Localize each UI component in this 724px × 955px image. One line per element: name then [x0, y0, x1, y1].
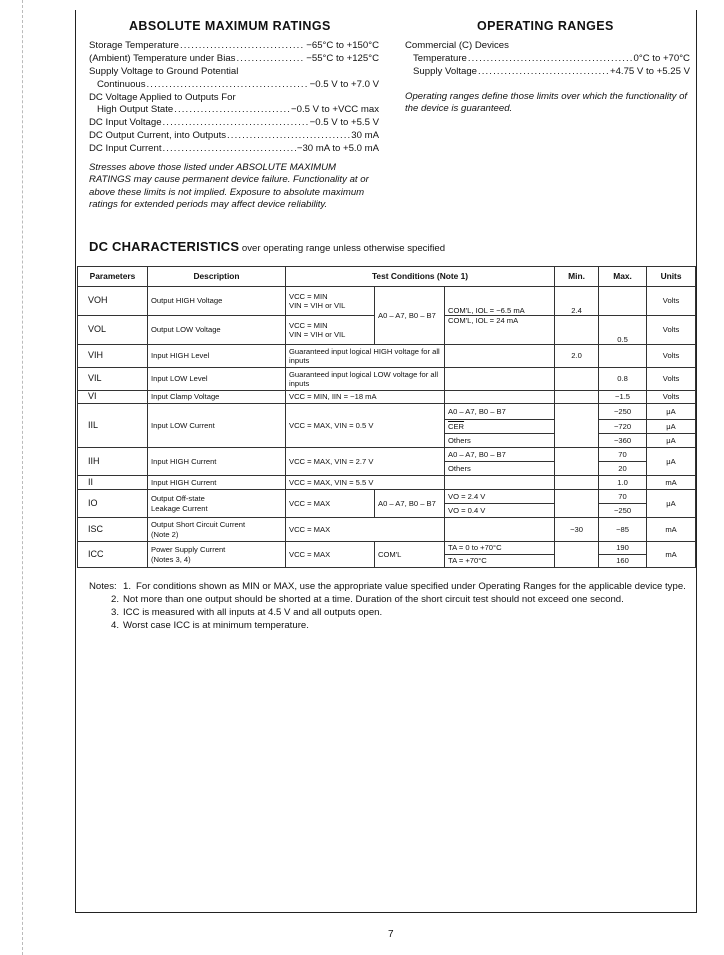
- vo-io-0: VO = 2.4 V: [445, 490, 555, 504]
- note-1-text: For conditions shown as MIN or MAX, use the appropriate value specified under Operating Ranges for the applicable device type.: [136, 581, 686, 592]
- note-3-number: 3.: [110, 606, 119, 618]
- units-io: μA: [647, 490, 696, 518]
- cond-voh-line2: VIN = VIH or VIL: [289, 301, 346, 310]
- operating_ranges-value: +4.75 V to +5.25 V: [609, 65, 690, 77]
- max-iil-2: −360: [599, 434, 647, 448]
- absolute_max-value: −65°C to +150°C: [306, 39, 379, 51]
- desc-vi: Input Clamp Voltage: [148, 391, 286, 404]
- pins-iil-1: $\overline{CER}$: [445, 420, 555, 434]
- dot-leader: [236, 53, 305, 66]
- absolute_max-row: [89, 40, 379, 53]
- note-3-text: ICC is measured with all inputs at 4.5 V and all outputs open.: [123, 606, 383, 618]
- margin-dashed-line: [22, 0, 23, 955]
- dot-leader: [227, 130, 350, 143]
- absolute_max-value: −0.5 V to +7.0 V: [309, 78, 379, 90]
- operating_ranges-row: [405, 53, 690, 66]
- cond-io: VCC = MAX: [286, 490, 375, 518]
- units-vi: Volts: [647, 391, 696, 404]
- min-icc: [555, 542, 599, 568]
- dc-characteristics-heading: [89, 239, 445, 254]
- desc-io-line2: Leakage Current: [151, 503, 208, 513]
- desc-vih: Input HIGH Level: [148, 345, 286, 368]
- operating_ranges-value: 0°C to +70°C: [633, 52, 690, 64]
- pins-voh: A0 – A7, B0 – B7: [375, 287, 445, 345]
- pins-iih-1: Others: [445, 462, 555, 476]
- cond-vih-blank: [445, 345, 555, 368]
- cond-ii-blank: [445, 476, 555, 490]
- param-io: IO: [78, 490, 148, 518]
- absolute_max-row: [89, 104, 379, 117]
- cond-iil: VCC = MAX, VIN = 0.5 V: [286, 404, 445, 448]
- absolute_max-row: [89, 79, 379, 92]
- comm-voh: COM'L, IOL = −6.5 mA: [445, 287, 555, 316]
- ta-icc-1: TA = +70°C: [445, 555, 555, 568]
- note-2: [89, 594, 689, 607]
- min-vih: 2.0: [555, 345, 599, 368]
- page-number: 7: [388, 929, 394, 940]
- param-vi: VI: [78, 391, 148, 404]
- absolute_max-value: −0.5 V to +5.5 V: [309, 117, 379, 129]
- desc-voh: Output HIGH Voltage: [148, 287, 286, 316]
- note-2-text: Not more than one output should be shorted at a time. Duration of the short circuit test should not exceed one second.: [123, 593, 624, 605]
- dot-leader: [163, 143, 296, 156]
- header-units: Units: [647, 267, 696, 287]
- cond-voh-line1: VCC = MIN: [289, 291, 328, 301]
- absolute_max-label: DC Input Voltage: [89, 117, 162, 129]
- absolute_max-label: Continuous: [97, 78, 146, 90]
- comm-vol: COM'L, IOL = 24 mA: [445, 316, 555, 345]
- desc-io-line1: Output Off-state: [151, 494, 205, 504]
- desc-iil: Input LOW Current: [148, 404, 286, 448]
- units-vil: Volts: [647, 368, 696, 391]
- min-ii: [555, 476, 599, 490]
- cond-voh: [286, 287, 375, 316]
- pins-iih-0: A0 – A7, B0 – B7: [445, 448, 555, 462]
- units-vih: Volts: [647, 345, 696, 368]
- cond-vih: Guaranteed input logical HIGH voltage for all inputs: [286, 345, 445, 368]
- desc-isc-line2: (Note 2): [151, 529, 179, 539]
- absolute-max-note: Stresses above those listed under ABSOLUTE MAXIMUM RATINGS may cause permanent device failure. Functionality at or above these limits is not implied. Exposure to absolute maximum ratings for extended periods may affect device reliability.: [89, 162, 369, 210]
- table-row-iih: [78, 448, 696, 462]
- dot-leader: [147, 79, 309, 92]
- table-row-voh: [78, 287, 696, 316]
- header-test-conditions: Test Conditions (Note 1): [286, 267, 555, 287]
- param-iil: IIL: [78, 404, 148, 448]
- operating-ranges: [405, 20, 690, 115]
- max-icc-0: 190: [599, 542, 647, 555]
- max-iih-1: 20: [599, 462, 647, 476]
- absolute_max-row: [89, 53, 379, 66]
- pins-iil-2: Others: [445, 434, 555, 448]
- min-iil: [555, 404, 599, 448]
- desc-icc-line1: Power Supply Current: [151, 545, 226, 555]
- max-vi: −1.5: [599, 391, 647, 404]
- absolute_max-value: −0.5 V to +VCC max: [291, 104, 379, 116]
- header-parameters: Parameters: [78, 267, 148, 287]
- absolute_max-row: [89, 66, 379, 79]
- param-icc: ICC: [78, 542, 148, 568]
- absolute_max-value: 30 mA: [351, 130, 379, 142]
- max-vol: 0.5: [599, 316, 647, 345]
- desc-iih: Input HIGH Current: [148, 448, 286, 476]
- header-max: Max.: [599, 267, 647, 287]
- dc-characteristics-subtitle: over operating range unless otherwise specified: [241, 243, 446, 254]
- absolute_max-value: −30 mA to +5.0 mA: [296, 143, 379, 155]
- table-row-vi: [78, 391, 696, 404]
- max-icc-1: 160: [599, 555, 647, 568]
- desc-icc-line2: (Notes 3, 4): [151, 554, 191, 564]
- absolute_max-label: Storage Temperature: [89, 39, 179, 51]
- max-voh: [599, 287, 647, 316]
- cond-vol-line2: VIN = VIH or VIL: [289, 330, 346, 339]
- dot-leader: [478, 66, 609, 79]
- header-min: Min.: [555, 267, 599, 287]
- absolute_max-label: DC Output Current, into Outputs: [89, 130, 227, 142]
- units-vol: Volts: [647, 316, 696, 345]
- max-iil-0: −250: [599, 404, 647, 420]
- notes-label: Notes:: [89, 581, 117, 592]
- desc-vil: Input LOW Level: [148, 368, 286, 391]
- cond-iih: VCC = MAX, VIN = 2.7 V: [286, 448, 445, 476]
- operating-ranges-rows: [405, 53, 690, 79]
- cond-isc: VCC = MAX: [286, 518, 445, 542]
- cond-vi-blank: [445, 391, 555, 404]
- note-2-number: 2.: [110, 593, 119, 605]
- absolute_max-row: [89, 130, 379, 143]
- table-row-iil: [78, 404, 696, 420]
- note-4-number: 4.: [110, 619, 119, 631]
- units-iih: μA: [647, 448, 696, 476]
- ta-icc-0: TA = 0 to +70°C: [445, 542, 555, 555]
- cond-vi: VCC = MIN, IIN = −18 mA: [286, 391, 445, 404]
- min-vil: [555, 368, 599, 391]
- param-vil: VIL: [78, 368, 148, 391]
- dot-leader: [468, 53, 633, 66]
- param-voh: VOH: [78, 287, 148, 316]
- note-4-text: Worst case ICC is at minimum temperature.: [123, 619, 309, 631]
- table-row-io: [78, 490, 696, 504]
- vo-io-1: VO = 0.4 V: [445, 504, 555, 518]
- comm-icc: COM'L: [375, 542, 445, 568]
- max-ii: 1.0: [599, 476, 647, 490]
- param-vol: VOL: [78, 316, 148, 345]
- cond-vol-line1: VCC = MIN: [289, 320, 328, 330]
- dc-characteristics-title: DC CHARACTERISTICS: [89, 239, 240, 254]
- desc-icc: [148, 542, 286, 568]
- min-isc: −30: [555, 518, 599, 542]
- cond-vil: Guaranteed input logical LOW voltage for all inputs: [286, 368, 445, 391]
- max-io-1: −250: [599, 504, 647, 518]
- table-row-vil: [78, 368, 696, 391]
- table-row-vih: [78, 345, 696, 368]
- absolute_max-label: High Output State: [97, 104, 174, 116]
- units-ii: mA: [647, 476, 696, 490]
- notes: [89, 581, 689, 633]
- absolute_max-value: −55°C to +125°C: [306, 52, 379, 64]
- absolute_max-row: [89, 117, 379, 130]
- desc-isc: [148, 518, 286, 542]
- min-vol: [555, 316, 599, 345]
- dc-characteristics-table: [77, 266, 696, 568]
- max-iih-0: 70: [599, 448, 647, 462]
- operating_ranges-label: Supply Voltage: [413, 65, 478, 77]
- param-iih: IIH: [78, 448, 148, 476]
- cond-isc-blank: [445, 518, 555, 542]
- pins-iil-0: A0 – A7, B0 – B7: [445, 404, 555, 420]
- units-icc: mA: [647, 542, 696, 568]
- units-isc: mA: [647, 518, 696, 542]
- desc-ii: Input HIGH Current: [148, 476, 286, 490]
- cond-icc: VCC = MAX: [286, 542, 375, 568]
- operating-ranges-heading: Commercial (C) Devices: [405, 39, 509, 51]
- param-ii: II: [78, 476, 148, 490]
- dot-leader: [180, 40, 305, 53]
- absolute-max-title: ABSOLUTE MAXIMUM RATINGS: [129, 19, 331, 33]
- units-iil-0: μA: [647, 404, 696, 420]
- absolute_max-label: Supply Voltage to Ground Potential: [89, 65, 239, 77]
- min-voh: 2.4: [555, 287, 599, 316]
- table-row-ii: [78, 476, 696, 490]
- param-vih: VIH: [78, 345, 148, 368]
- cond-vil-blank: [445, 368, 555, 391]
- max-vil: 0.8: [599, 368, 647, 391]
- operating-ranges-title: OPERATING RANGES: [477, 19, 614, 33]
- dot-leader: [174, 104, 290, 117]
- min-vi: [555, 391, 599, 404]
- note-1-number: 1.: [123, 581, 132, 592]
- operating_ranges-label: Temperature: [413, 52, 467, 64]
- absolute_max-row: [89, 143, 379, 156]
- note-3: [89, 607, 689, 620]
- min-iih: [555, 448, 599, 476]
- max-vih: [599, 345, 647, 368]
- pins-io: A0 – A7, B0 – B7: [375, 490, 445, 518]
- min-io: [555, 490, 599, 518]
- absolute_max-label: DC Input Current: [89, 143, 162, 155]
- cond-ii: VCC = MAX, VIN = 5.5 V: [286, 476, 445, 490]
- cond-vol: [286, 316, 375, 345]
- absolute_max-row: [89, 92, 379, 105]
- table-header-row: [78, 267, 696, 287]
- absolute-max-ratings: [89, 20, 379, 211]
- units-iil-2: μA: [647, 434, 696, 448]
- note-1: [89, 581, 689, 594]
- table-row-icc: [78, 542, 696, 555]
- operating-ranges-note: Operating ranges define those limits over which the functionality of the device is guaranteed.: [405, 90, 688, 114]
- absolute_max-label: (Ambient) Temperature under Bias: [89, 52, 236, 64]
- note-4: [89, 620, 689, 633]
- max-io-0: 70: [599, 490, 647, 504]
- desc-isc-line1: Output Short Circuit Current: [151, 520, 246, 530]
- max-iil-1: −720: [599, 420, 647, 434]
- max-isc: −85: [599, 518, 647, 542]
- absolute-max-rows: [89, 40, 379, 156]
- units-iil-1: μA: [647, 420, 696, 434]
- param-isc: ISC: [78, 518, 148, 542]
- units-voh: Volts: [647, 287, 696, 316]
- table-row-isc: [78, 518, 696, 542]
- operating_ranges-row: [405, 66, 690, 79]
- dot-leader: [163, 117, 309, 130]
- desc-io: [148, 490, 286, 518]
- desc-vol: Output LOW Voltage: [148, 316, 286, 345]
- absolute_max-label: DC Voltage Applied to Outputs For: [89, 91, 236, 103]
- header-description: Description: [148, 267, 286, 287]
